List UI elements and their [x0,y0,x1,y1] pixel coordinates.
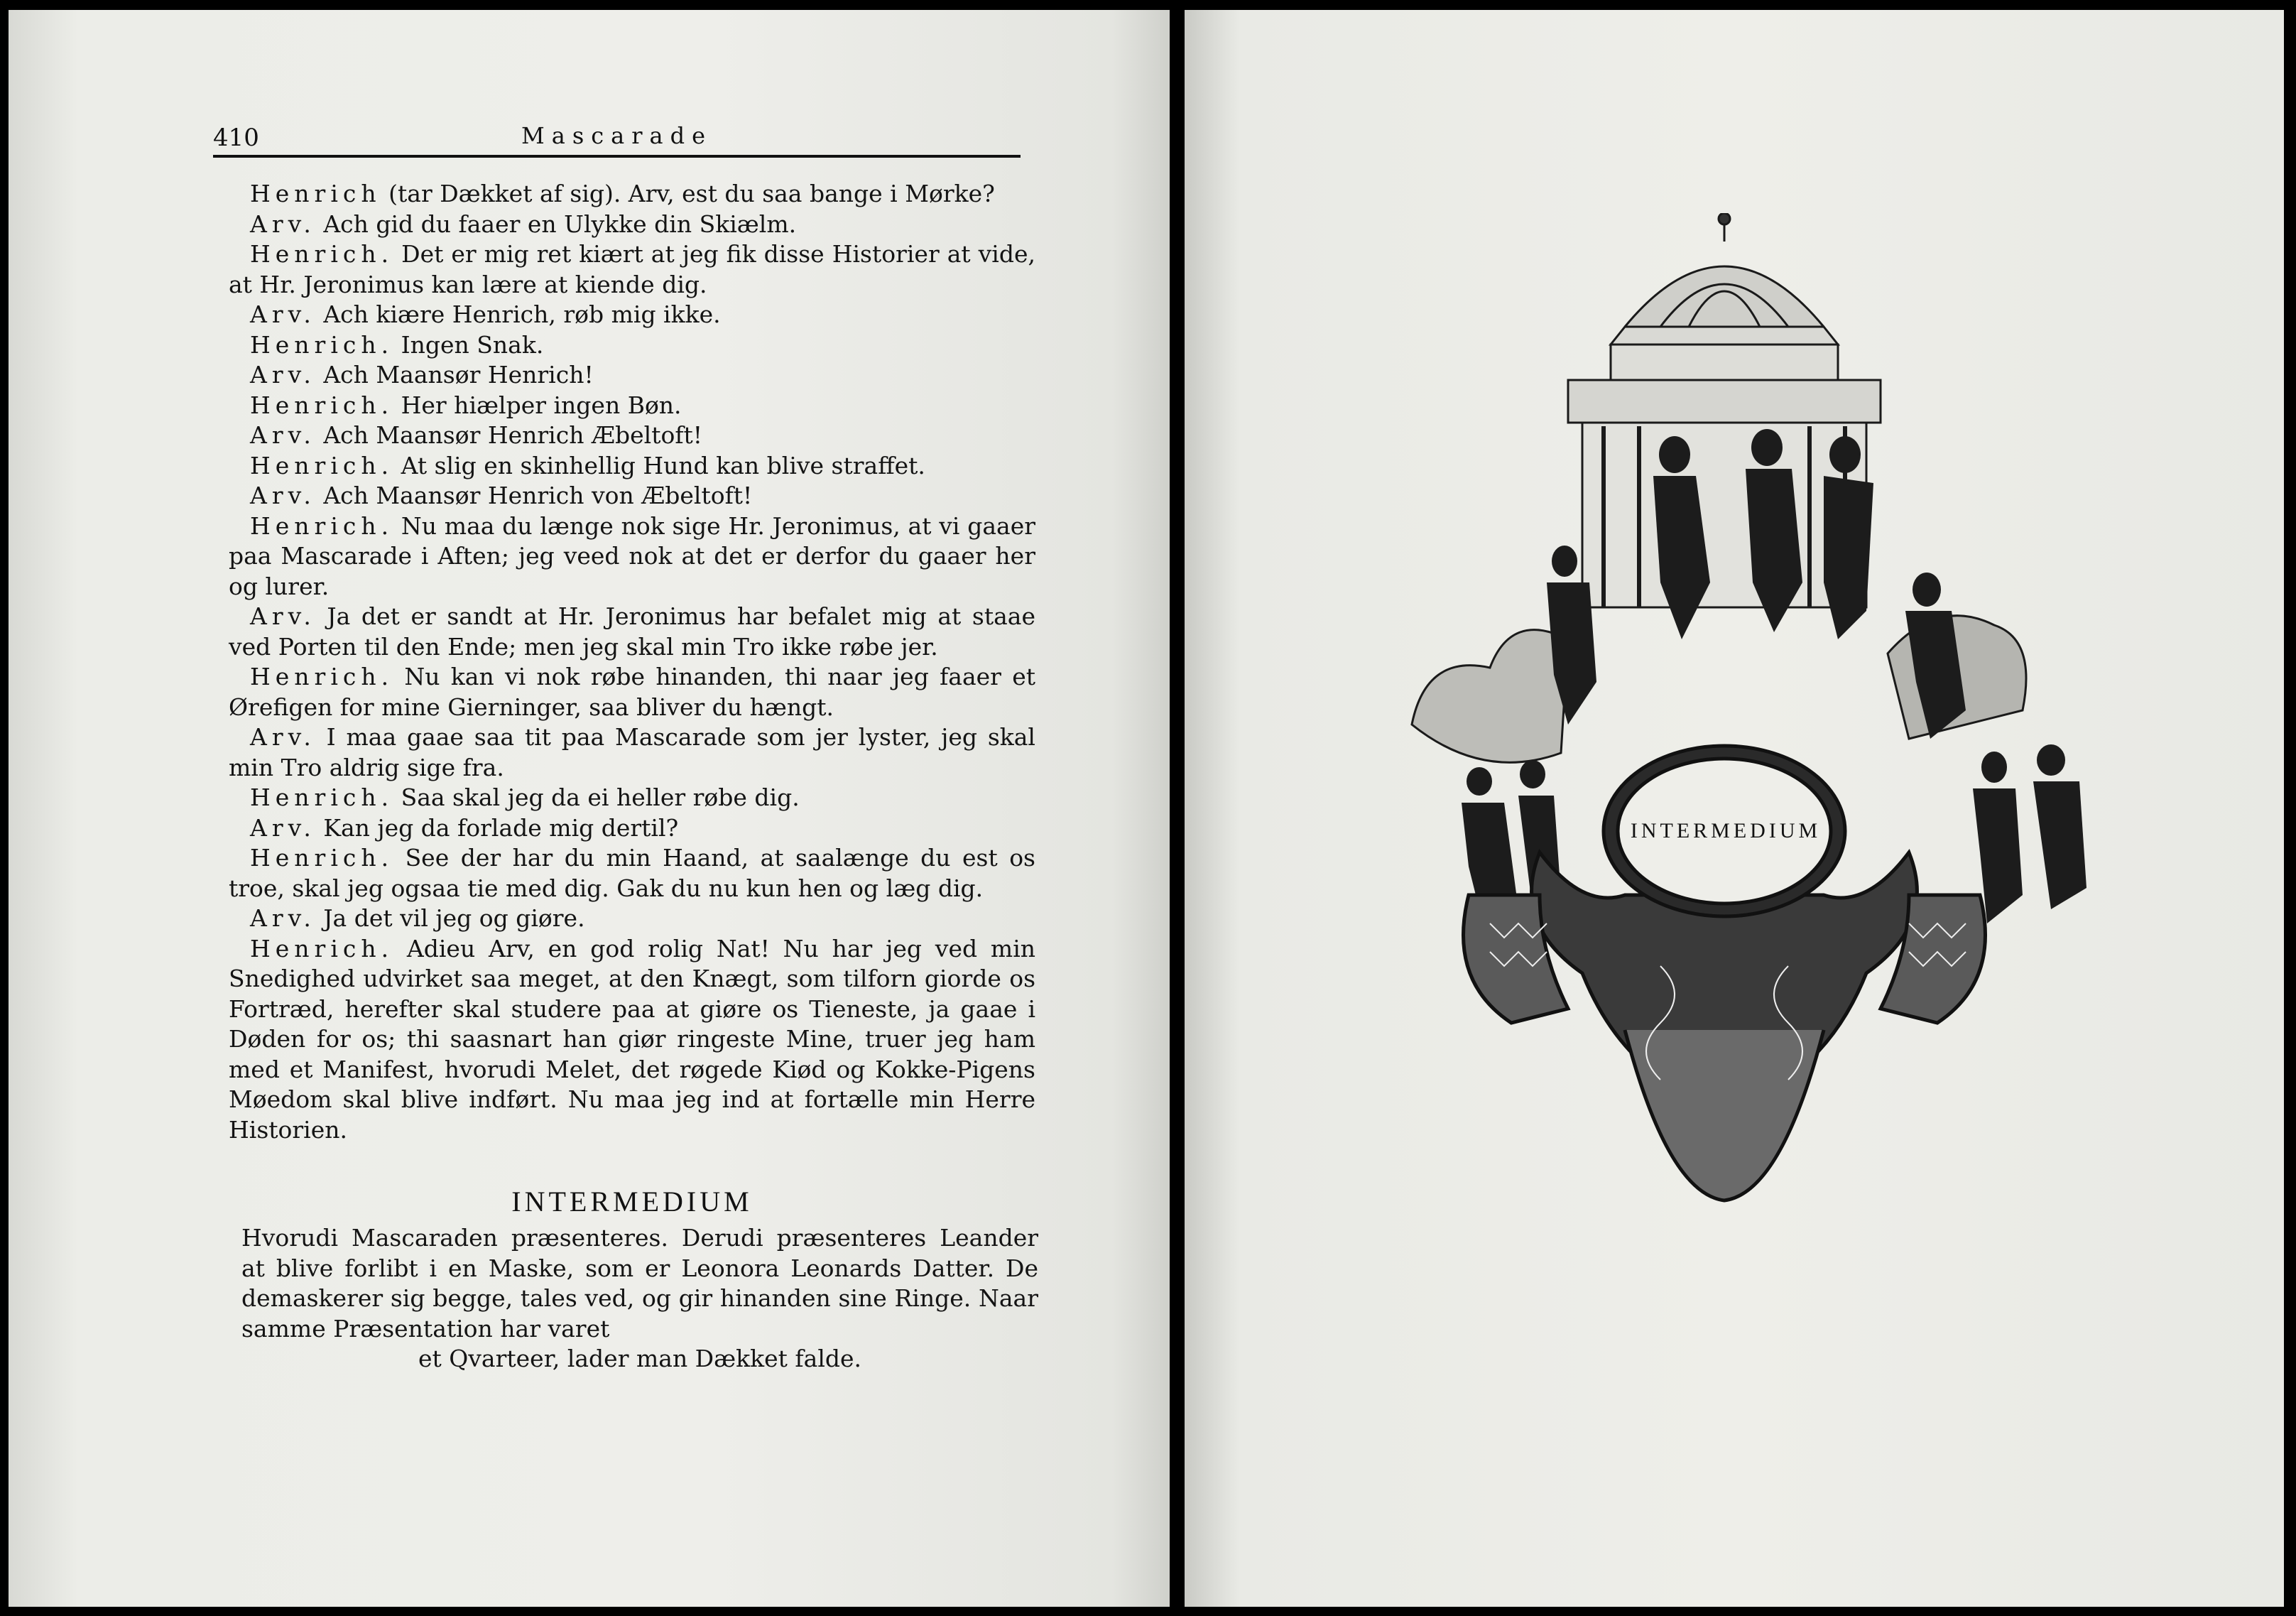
intermedium-heading: INTERMEDIUM [511,1186,753,1218]
speaker-name: Henrich. [250,663,394,690]
speaker-name: Arv. [250,602,316,630]
dialogue-text-line: (tar Dækket af sig). Arv, est du saa bange i Mørke? [381,180,995,207]
speaker-name: Arv. [250,723,316,751]
dialogue-text-line: Ach Maansør Henrich von Æbeltoft! [315,482,753,509]
speaker-name: Arv. [250,904,316,932]
dialogue-line [229,783,1035,813]
speaker-name: Henrich. [250,451,394,479]
dialogue-line [229,934,1035,1146]
dialogue-line [229,300,1035,330]
dialogue-text-line: At slig en skinhellig Hund kan blive straffet. [393,451,925,479]
speaker-name: Henrich. [250,391,394,419]
dialogue-text-line: Saa skal jeg da ei heller røbe dig. [393,783,800,811]
dialogue-text-line: Adieu Arv, en god rolig Nat! Nu har jeg ved min Snedighed udvirket saa meget, at den Knægt, som tilforn giorde os Fortræd, herefter skal studere paa at giøre os Tieneste, ja gaae i Døden for os; thi saasnart han giør ringeste Mine, truer jeg ham med et Manifest, hvorudi Melet, det røgede Kiød og Kokke-Pigens Møedom skal blive indført. Nu maa jeg ind at fortælle min Herre Historien. [229,934,1035,1144]
intermedium-illustration [1327,213,2122,1222]
speaker-name: Henrich. [250,330,394,359]
dialogue-line [229,511,1035,602]
stage-direction-last-line: et Qvarteer, lader man Dækket falde. [418,1345,862,1372]
dialogue-text-line: Ach Maansør Henrich! [315,361,594,389]
dialogue-text-line: Ach gid du faaer en Ulykke din Skiælm. [315,210,797,238]
illustration-label: INTERMEDIUM [1630,819,1822,842]
dialogue-text [229,179,1035,1145]
dialogue-line [229,421,1035,451]
speaker-name: Arv. [250,421,316,449]
dialogue-text-line: Nu kan vi nok røbe hinanden, thi naar jeg faaer et Ørefigen for mine Gierninger, saa bliver du hængt. [229,663,1035,721]
speaker-name: Henrich. [250,783,394,811]
dialogue-line [229,481,1035,511]
dialogue-line [229,662,1035,722]
speaker-name: Arv. [250,813,316,842]
dialogue-line [229,360,1035,391]
dialogue-line [229,813,1035,844]
dialogue-text-line: Det er mig ret kiært at jeg fik disse Historier at vide, at Hr. Jeronimus kan lære at kiende dig. [229,240,1035,298]
speaker-name: Henrich. [250,511,394,540]
dialogue-text-line: Ach Maansør Henrich Æbeltoft! [315,421,703,449]
speaker-name: Henrich. [250,934,394,962]
dialogue-text-line: Kan jeg da forlade mig dertil? [315,813,679,842]
dialogue-text-line: Ingen Snak. [393,330,544,359]
stage-direction-text: Hvorudi Mascaraden præsenteres. Derudi præsenteres Leander at blive forlibt i en Maske, som er Leonora Leonards Datter. De demaskerer sig begge, tales ved, og gir hinanden sine Ringe. Naar samme Præsentation har varet [241,1224,1038,1343]
running-head [213,119,1021,158]
dialogue-line [229,904,1035,934]
dialogue-line [229,210,1035,240]
dialogue-line [229,391,1035,421]
speaker-name: Henrich. [250,240,394,268]
dialogue-text-line: See der har du min Haand, at saalænge du est os troe, skal jeg ogsaa tie med dig. Gak du nu kun hen og læg dig. [229,844,1035,902]
dialogue-line [229,330,1035,361]
dialogue-text-line: I maa gaae saa tit paa Mascarade som jer lyster, jeg skal min Tro aldrig sige fra. [229,723,1035,781]
dialogue-line [229,843,1035,904]
speaker-name: Henrich [250,180,381,207]
dialogue-text-line: Ach kiære Henrich, røb mig ikke. [315,300,721,328]
speaker-name: Henrich. [250,844,394,872]
running-title: Mascarade [521,122,713,149]
page-number: 410 [213,124,259,152]
dialogue-line [229,239,1035,300]
dialogue-line [229,179,1035,210]
dialogue-line [229,722,1035,783]
speaker-name: Arv. [250,300,316,328]
dialogue-text-line: Nu maa du længe nok sige Hr. Jeronimus, at vi gaaer paa Mascarade i Aften; jeg veed nok at det er derfor du gaaer her og lurer. [229,511,1035,600]
dialogue-text-line: Her hiælper ingen Bøn. [393,391,682,419]
dialogue-line [229,451,1035,482]
dialogue-text-line: Ja det vil jeg og giøre. [315,904,585,932]
stage-direction [241,1223,1038,1374]
dialogue-line [229,602,1035,662]
speaker-name: Arv. [250,361,316,389]
dialogue-text-line: Ja det er sandt at Hr. Jeronimus har befalet mig at staae ved Porten til den Ende; men jeg skal min Tro ikke røbe jer. [229,602,1035,661]
speaker-name: Arv. [250,482,316,509]
speaker-name: Arv. [250,210,316,238]
